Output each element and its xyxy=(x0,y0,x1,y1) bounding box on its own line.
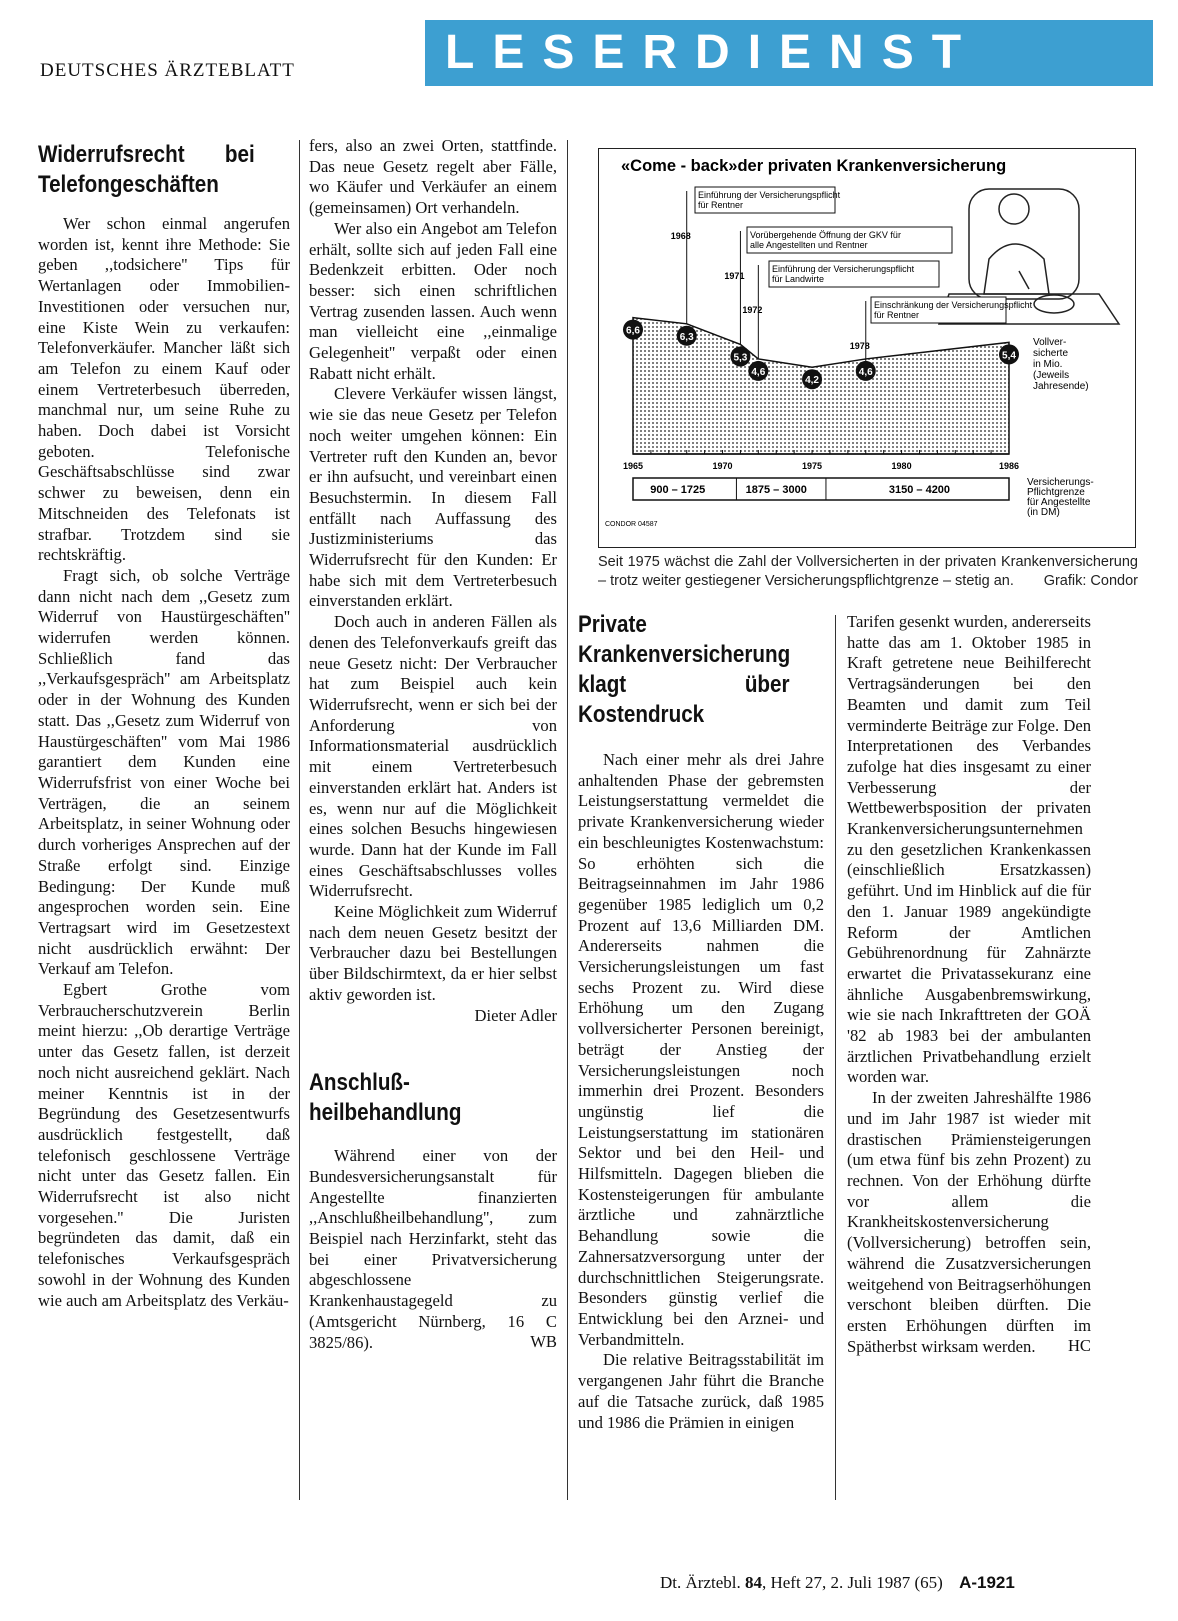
chart-svg xyxy=(599,149,1135,547)
article3-title: Private Krankenversicherung klagt über Kostendruck xyxy=(578,611,791,728)
chart-annotation-text: Vorübergehende Öffnung der GKV für alle Angestellten und Rentner xyxy=(750,230,901,250)
chart-annotation-text: Einführung der Versicherungspflicht für Rentner xyxy=(698,190,841,210)
article3-paragraph: Nach einer mehr als drei Jahre anhaltenden Phase der gebremsten Leistungserstattung vermeldet die private Krankenversicherung wieder ein beschleunigtes Kostenwachstum: So erhöhten sich die Beitragseinnahmen im Jahr 1986 gegenüber 1985 lediglich um 0,2 Prozent auf 13,6 Milliarden DM. Andererseits nahmen die Versicherungsleistungen um fast sechs Prozent zu. Wird diese Erhöhung um den Zugang vollversicherter Personen bereinigt, beträgt der Anstieg der Versicherungsleistungen noch immerhin drei Prozent. Besonders ungünstig lief die Leistungserstattung im stationären Sektor und bei den Heil- und Hilfsmitteln. Dagegen blieben die Kostensteigerungen für ambulante ärztliche und zahnärztliche Behandlung sowie die Zahnersatzversorgung unter der durchschnittlichen Steigerungsrate. Besonders günstig verlief die Entwicklung bei den Arznei- und Verbandmitteln. xyxy=(578,750,824,1349)
column-divider xyxy=(299,140,300,1500)
article1-paragraph: fers, also an zwei Orten, stattfinde. Das neue Gesetz regelt aber Fälle, wo Käufer und Verkäufer an einem (gemeinsamen) Ort verhandeln. xyxy=(309,136,557,218)
figure-caption xyxy=(598,553,1138,591)
article3-column1 xyxy=(578,610,824,1433)
column-divider xyxy=(567,140,568,1500)
article2-author: WB xyxy=(530,1332,557,1352)
chart-data-label: 4,2 xyxy=(805,375,820,387)
article1-column1 xyxy=(38,140,290,1311)
chart-limit-bar xyxy=(633,478,1009,500)
chart-y-label: Vollver- sicherte in Mio. (Jeweils Jahresende) xyxy=(1033,337,1089,392)
chart-annotation-text: Einführung der Versicherungspflicht für Landwirte xyxy=(772,264,915,284)
chart-title: «Come - back»der privaten Krankenversicherung xyxy=(621,157,1007,175)
chart-limit-segment: 900 – 1725 xyxy=(650,484,706,496)
chart-x-tick-label: 1980 xyxy=(891,461,912,471)
chart-source-code: CONDOR 04587 xyxy=(605,521,658,528)
caption-credit: Grafik: Condor xyxy=(1043,573,1138,589)
article1-paragraph: Wer schon einmal angerufen worden ist, kennt ihre Methode: Sie geben ,,todsichere'' Tips für Wertanlagen oder Immobilien-Investitionen oder versuchen nur, eine Kiste Wein zu verkaufen: Telefonverkäufer. Mancher läßt sich am Telefon zu einem Kauf oder einem Vertreterbesuch überreden, manchmal nur, um seine Ruhe zu haben. Doch dabei ist Vorsicht geboten. Telefonische Geschäftsabschlüsse sind zwar schwer zu beweisen, denn ein Mitschneiden des Telefonats ist strafbar. Trotzdem sind sie rechtskräftig. xyxy=(38,214,290,565)
chart-data-label: 5,3 xyxy=(733,352,748,364)
article1-column2 xyxy=(309,136,557,1353)
journal-name: DEUTSCHES ÄRZTEBLATT xyxy=(40,60,295,81)
footer-journal: Dt. Ärztebl. xyxy=(660,1573,741,1592)
article1-paragraph: Egbert Grothe vom Verbraucherschutzverein Berlin meint hierzu: ,,Ob derartige Verträge unter das Gesetz fallen, ist derzeit noch nicht ausreichend geklärt. Nach meiner Kenntnis ist in der Begründung des Gesetzesentwurfs ausdrücklich festgestellt, daß telefonisch geschlossene Verträge nicht unter das Gesetz fallen. Ein Widerrufsrecht ist also nicht vorgesehen.'' Die Juristen begründeten das damit, daß ein telefonisches Verkaufsgespräch sowohl in der Wohnung des Kunden wie auch am Arbeitsplatz des Verkäu- xyxy=(38,980,290,1310)
article3-author: HC xyxy=(1067,1336,1091,1356)
article1-paragraph: Clevere Verkäufer wissen längst, wie sie das neue Gesetz per Telefon noch weiter umgehen können: Ein Vertreter ruft den Kunden an, bevor er ihn aufsucht, und vereinbart einen Besuchstermin. In diesem Fall entfällt nach Auffassung des Justizministeriums das Widerrufsrecht für den Kunden: Er habe sich mit dem Vertreterbesuch einverstanden erklärt. xyxy=(309,384,557,611)
page-number: A-1921 xyxy=(959,1573,1015,1592)
chart-figure xyxy=(598,148,1136,548)
article1-paragraph: Doch auch in anderen Fällen als denen des Telefonverkaufs greift das neue Gesetz nicht: Der Verbraucher hat zum Beispiel auch kein Widerrufsrecht, wenn er sich bei der Anforderung von Informationsmaterial ausdrücklich mit einem Vertreterbesuch einverstanden erklärt hat. Anders ist es, wenn nur auf die Möglichkeit eines solchen Besuchs hingewiesen wurde. Dann hat der Kunde im Fall eines Geschäftsabschlusses volles Widerrufsrecht. xyxy=(309,612,557,901)
article3-column2 xyxy=(847,612,1091,1357)
chart-x-tick-label: 1986 xyxy=(998,461,1020,471)
chart-x-ticks xyxy=(623,461,1019,471)
chart-data-label: 6,3 xyxy=(679,331,694,343)
chart-annotation-year: 1971 xyxy=(724,271,745,281)
chart-x-tick-label: 1965 xyxy=(622,461,644,471)
article3-paragraph: Tarifen gesenkt wurden, andererseits hatte das am 1. Oktober 1985 in Kraft getretene neue Beihilferecht Vertragsänderungen bei den Beamten und damit zum Teil verminderte Beiträge zur Folge. Den Interpretationen des Verbandes zufolge hat dies insgesamt zu einer Verbesserung der Wettbewerbsposition der privaten Krankenversicherungsunternehmen zu den gesetzlichen Krankenkassen (einschließlich Ersatzkassen) geführt. Und im Hinblick auf die für den 1. Januar 1989 angekündigte Reform der Amtlichen Gebührenordnung für Zahnärzte erwartet die Privatassekuranz eine ähnliche Ausgabenbremswirkung, wie sie nach Inkrafttreten der GOÄ '82 ab 1983 bei der ambulanten ärztlichen Privatbehandlung erzielt worden war. xyxy=(847,612,1091,1087)
chart-x-tick-label: 1970 xyxy=(712,461,733,471)
column-divider xyxy=(835,615,836,1500)
chart-x-tick-label: 1975 xyxy=(802,461,823,471)
chart-data-label: 4,6 xyxy=(858,366,873,378)
chart-annotation-year: 1978 xyxy=(849,341,870,351)
article1-paragraph: Wer also ein Angebot am Telefon erhält, sollte sich auf jeden Fall eine Bedenkzeit erbitten. Oder noch besser: sich einen schriftlichen Vertrag zusenden lassen. Auch wenn man vielleicht eine ,,einmalige Gelegenheit'' verpaßt oder einen Rabatt nicht erhält. xyxy=(309,218,557,383)
page-footer xyxy=(660,1573,1015,1593)
chart-annotation-year: 1968 xyxy=(670,231,691,241)
chart-limit-segment: 1875 – 3000 xyxy=(745,484,807,496)
section-banner: LESERDIENST xyxy=(425,20,1153,86)
chart-data-label: 6,6 xyxy=(626,325,640,337)
chart-data-label: 5,4 xyxy=(1002,350,1016,362)
caption-text: Seit 1975 wächst die Zahl der Vollversicherten in der privaten Krankenversicherung – trotz weiter gestiegener Versicherungspflichtgrenze – stetig an. xyxy=(598,554,1138,589)
chart-data-label: 4,6 xyxy=(751,366,766,378)
chart-annotation-text: Einschränkung der Versicherungspflicht für Rentner xyxy=(874,300,1033,320)
footer-volume: 84 xyxy=(744,1573,762,1592)
footer-issue: , Heft 27, 2. Juli 1987 (65) xyxy=(761,1573,943,1592)
article3-paragraph: Die relative Beitragsstabilität im vergangenen Jahr führt die Branche auf die Tatsache zurück, daß 1985 und 1986 die Prämien in einigen xyxy=(578,1350,824,1432)
article1-paragraph: Keine Möglichkeit zum Widerruf nach dem neuen Gesetz besitzt der Verbraucher dazu bei Bestellungen über Bildschirmtext, da er hier selbst aktiv geworden ist. xyxy=(309,902,557,1004)
article2-paragraph: Während einer von der Bundesversicherungsanstalt für Angestellte finanzierten ,,Anschlußheilbehandlung'', zum Beispiel nach Herzinfarkt, steht das bei einer Privatversicherung abgeschlossene Krankenhaustagegeld zu (Amtsgericht Nürnberg, 16 C 3825/86). xyxy=(309,1146,557,1352)
chart-limit-label: Versicherungs- Pflichtgrenze für Angestellte (in DM) xyxy=(1027,477,1094,518)
article3-paragraph: In der zweiten Jahreshälfte 1986 und im Jahr 1987 ist wieder mit drastischen Prämiensteigerungen (um etwa fünf bis zehn Prozent) zu rechnen. Von der Erhöhung dürfte vor allem die Krankheitskostenversicherung (Vollversicherung) betroffen sein, während die Zusatzversicherungen weitgehend von Beitragserhöhungen verschont bleiben dürften. Die ersten Erhöhungen dürften im Spätherbst wirksam werden. xyxy=(847,1088,1091,1356)
article1-title: Widerrufsrecht bei Telefongeschäften xyxy=(38,141,255,198)
chart-annotation-year: 1972 xyxy=(742,305,763,315)
chart-limit-segment: 3150 – 4200 xyxy=(888,484,951,496)
article1-author: Dieter Adler xyxy=(474,1005,557,1025)
article1-paragraph: Fragt sich, ob solche Verträge dann nicht nach dem ,,Gesetz zum Widerruf von Haustürgeschäften'' widerrufen werden können. Schließlich fand das ,,Verkaufsgespräch'' am Arbeitsplatz oder in der Wohnung des Kunden statt. Das ,,Gesetz zum Widerruf von Haustürgeschäften'' vom Mai 1986 garantiert dem Kunden eine Widerrufsfrist von einer Woche bei Verträgen, die an seinem Arbeitsplatz, in seiner Wohnung oder durch vorheriges Ansprechen auf der Straße erfolgt sind. Einzige Bedingung: Der Kunde muß angesprochen worden sein. Eine Vertragsart wird im Gesetzestext nicht ausdrücklich erwähnt: Der Verkauf am Telefon. xyxy=(38,565,290,979)
article2-title: Anschluß-heilbehandlung xyxy=(309,1069,462,1127)
